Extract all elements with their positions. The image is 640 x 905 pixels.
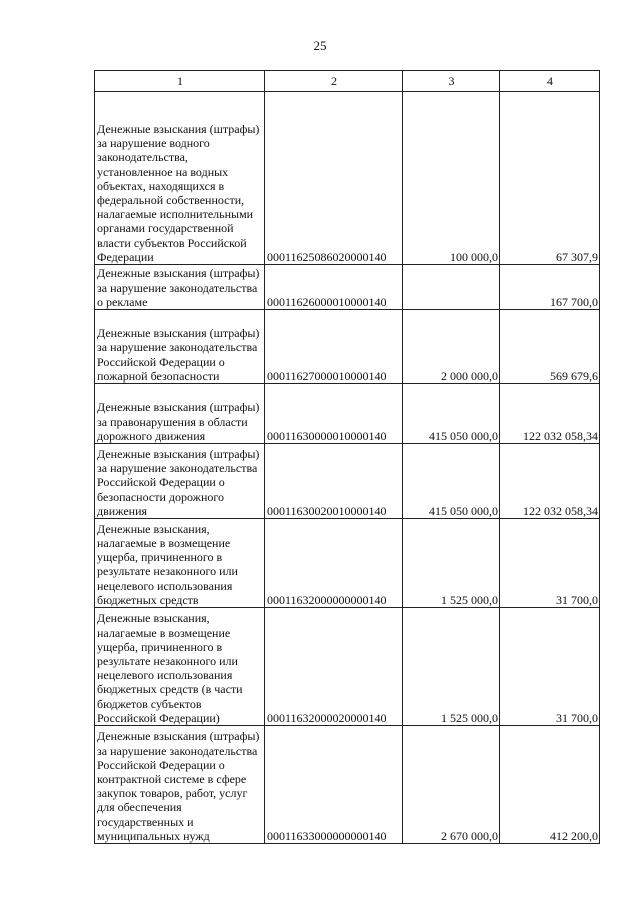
row-name: [95, 444, 265, 519]
row-fact-amount: 67 307,9: [500, 92, 600, 265]
row-name: [95, 726, 265, 844]
row-name-text: Денежные взыскания (штрафы) за нарушение законодательства о рекламе: [97, 266, 260, 309]
row-plan-amount: [403, 265, 500, 310]
row-code: 00011625086020000140: [265, 92, 403, 265]
row-name-text: Денежные взыскания (штрафы) за нарушение законодательства Российской Федерации о контрактной системе в сфере закупок товаров, работ, услуг для обеспечения государственных и муниципальных нужд: [97, 729, 260, 843]
row-plan-amount: 415 050 000,0: [403, 444, 500, 519]
row-name-text: Денежные взыскания (штрафы) за правонарушения в области дорожного движения: [97, 400, 260, 443]
row-plan-amount: 2 670 000,0: [403, 726, 500, 844]
row-name: [95, 310, 265, 384]
row-code: 00011632000000000140: [265, 519, 403, 608]
table-row: [95, 444, 600, 519]
row-name-text: Денежные взыскания (штрафы) за нарушение законодательства Российской Федерации о пожарной безопасности: [97, 326, 260, 383]
page-number: 25: [313, 38, 327, 53]
row-plan-amount: 415 050 000,0: [403, 384, 500, 444]
row-fact-amount: 167 700,0: [500, 265, 600, 310]
row-fact-amount: 122 032 058,34: [500, 444, 600, 519]
table-row: [95, 265, 600, 310]
row-fact-amount: 412 200,0: [500, 726, 600, 844]
table-row: [95, 608, 600, 726]
row-name: [95, 608, 265, 726]
row-code: 00011627000010000140: [265, 310, 403, 384]
row-fact-amount: 31 700,0: [500, 519, 600, 608]
row-code: 00011626000010000140: [265, 265, 403, 310]
row-code: 00011630000010000140: [265, 384, 403, 444]
row-fact-amount: 31 700,0: [500, 608, 600, 726]
table-row: [95, 310, 600, 384]
header-row: [95, 71, 600, 92]
row-name-text: Денежные взыскания (штрафы) за нарушение законодательства Российской Федерации о безопасности дорожного движения: [97, 446, 260, 518]
column-header-1: 1: [95, 71, 265, 92]
table-row: [95, 384, 600, 444]
row-fact-amount: 122 032 058,34: [500, 384, 600, 444]
row-name: [95, 519, 265, 608]
row-code: 00011633000000000140: [265, 726, 403, 844]
row-fact-amount: 569 679,6: [500, 310, 600, 384]
table-row: [95, 92, 600, 265]
row-code: 00011630020010000140: [265, 444, 403, 519]
column-header-4: 4: [500, 71, 600, 92]
table-row: [95, 726, 600, 844]
row-plan-amount: 1 525 000,0: [403, 519, 500, 608]
row-name-text: Денежные взыскания (штрафы) за нарушение водного законодательства, установленное на водных объектах, находящихся в федеральной собственности, налагаемые исполнительными органами государственной власти субъектов Российской Федерации: [97, 121, 260, 264]
row-name: [95, 384, 265, 444]
row-plan-amount: 2 000 000,0: [403, 310, 500, 384]
row-name: [95, 265, 265, 310]
row-name-text: Денежные взыскания, налагаемые в возмещение ущерба, причиненного в результате незаконного или нецелевого использования бюджетных средств: [97, 521, 238, 607]
revenue-table: [94, 70, 600, 844]
row-name-text: Денежные взыскания, налагаемые в возмещение ущерба, причиненного в результате незаконного или нецелевого использования бюджетных средств (в части бюджетов субъектов Российской Федерации): [97, 611, 243, 725]
table-row: [95, 519, 600, 608]
row-name: [95, 92, 265, 265]
row-plan-amount: 1 525 000,0: [403, 608, 500, 726]
column-header-3: 3: [403, 71, 500, 92]
column-header-2: 2: [265, 71, 403, 92]
row-plan-amount: 100 000,0: [403, 92, 500, 265]
row-code: 00011632000020000140: [265, 608, 403, 726]
